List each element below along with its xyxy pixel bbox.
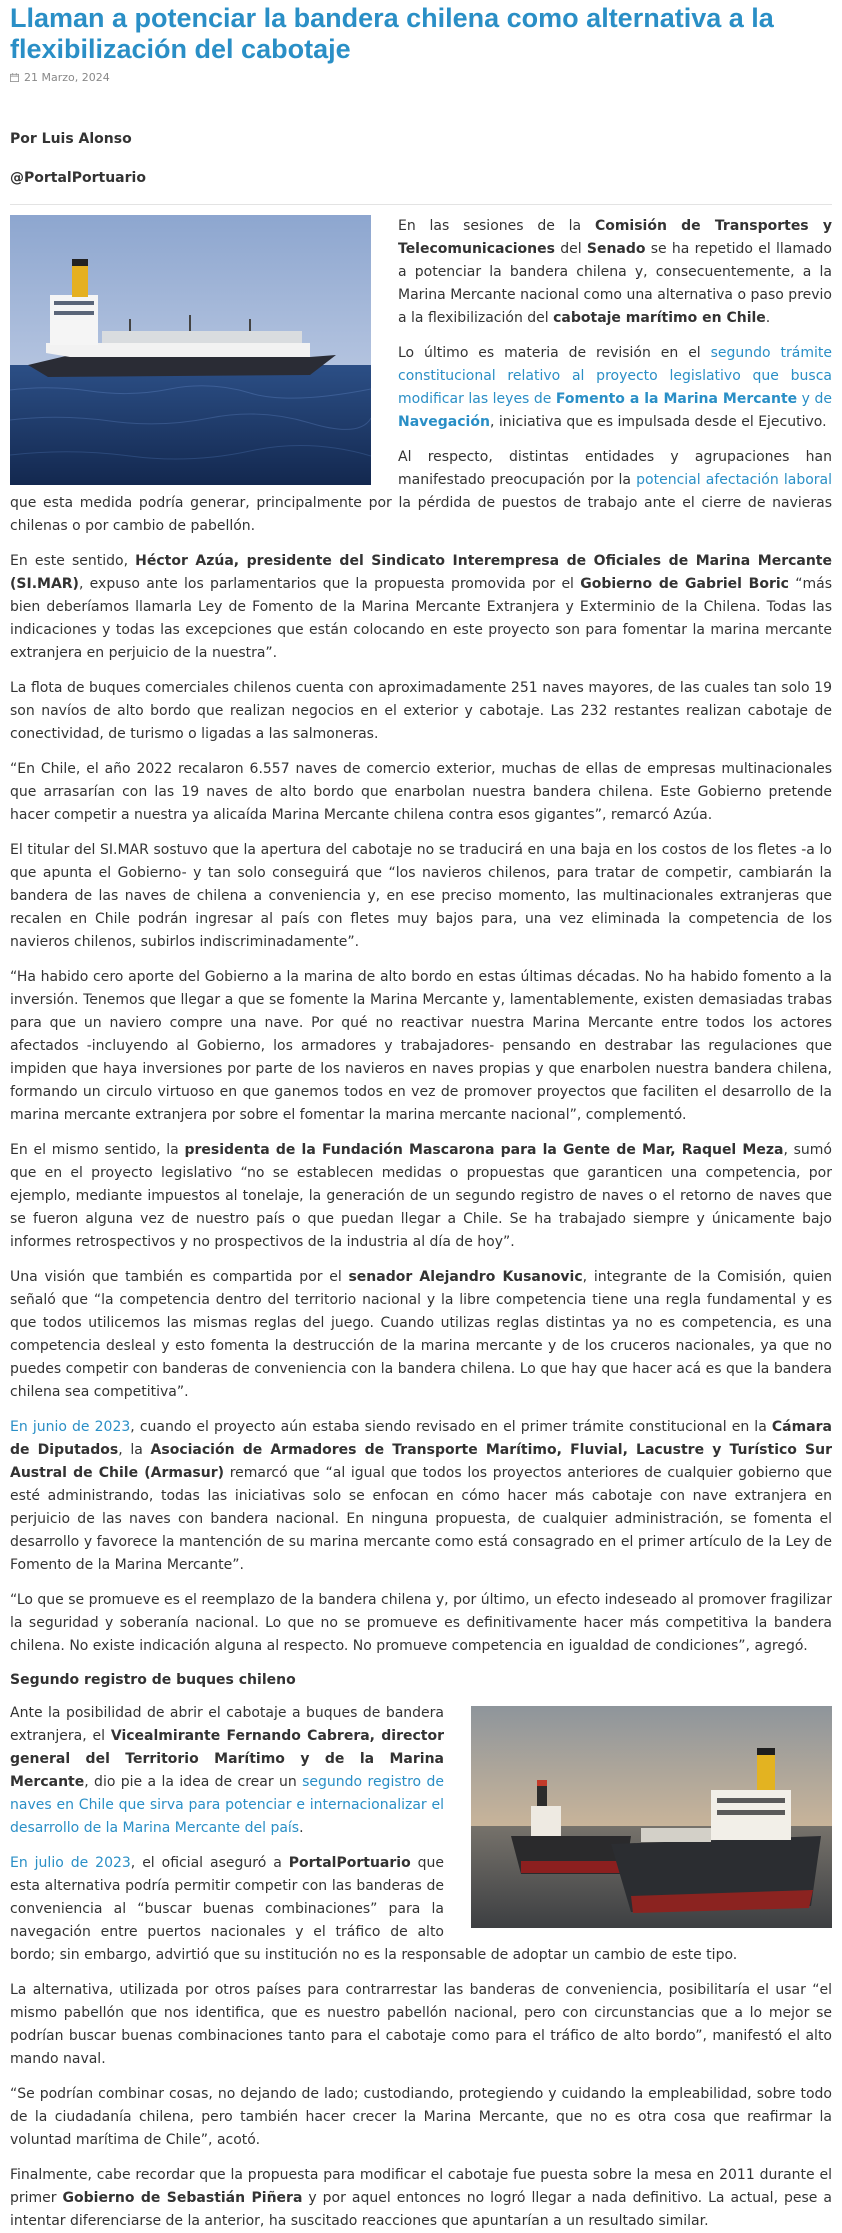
section-subtitle: Segundo registro de buques chileno — [10, 1672, 296, 1688]
paragraph-15: La alternativa, utilizada por otros países para contrarrestar las banderas de conveniencia, posibilitaría el usar “el mismo pabellón que nos identifica, que es nuestro pabellón nacional, pero con circunstancias que a lo mejor se podrían buscar buenas combinaciones tanto para el cabotaje como para el tráfico de alto bordo”, manifestó el alto mando naval. — [10, 1982, 832, 2067]
paragraph-13: Ante la posibilidad de abrir el cabotaje a buques de bandera extranjera, el Vicealmirante Fernando Cabrera, director general del Territorio Marítimo y de la Marina Mercante, dio pie a la idea de crear un segundo registro de naves en Chile que sirva para potenciar e internacionalizar el desarrollo de la Marina Mercante del país. — [10, 1705, 445, 1836]
calendar-icon — [10, 73, 19, 82]
link-julio-2023[interactable]: En julio de 2023 — [10, 1855, 131, 1871]
paragraph-17: Finalmente, cabe recordar que la propuesta para modificar el cabotaje fue puesta sobre la mesa en 2011 durante el primer Gobierno de Sebastián Piñera y por aquel entonces no logró llegar a nada definitivo. La actual, pese a intentar diferenciarse de la anterior, ha suscitado reacciones que apuntarían a un resultado similar. — [10, 2167, 832, 2229]
author: Por Luis Alonso — [10, 131, 132, 147]
link-afectacion-laboral[interactable]: potencial afectación laboral — [636, 472, 832, 488]
paragraph-3: Al respecto, distintas entidades y agrupaciones han manifestado preocupación por la potencial afectación laboral que esta medida podría generar, principalmente por la pérdida de puestos de trabajo ante el cierre de navieras chilenas o por cambio de pabellón. — [10, 449, 832, 534]
paragraph-9: En el mismo sentido, la presidenta de la Fundación Mascarona para la Gente de Mar, Raquel Meza, sumó que en el proyecto legislativo “no se establecen medidas o propuestas que garanticen una competencia, por ejemplo, mediante impuestos al tonelaje, la generación de un segundo registro de naves o el retorno de naves que se fueron alguna vez de nuestro país o que puedan llegar a Chile. Se ha trabajado siempre y únicamente bajo informes retrospectivos y no prospectivos de la industria al día de hoy”. — [10, 1142, 833, 1250]
paragraph-4: En este sentido, Héctor Azúa, presidente del Sindicato Interempresa de Oficiales de Marina Mercante (SI.MAR), expuso ante los parlamentarios que la propuesta promovida por el Gobierno de Gabriel Boric “más bien deberíamos llamarla Ley de Fomento de la Marina Mercante Extranjera y Exterminio de la Chilena. Todas las indicaciones y todas las excepciones que están colocando en este proyecto son para fomentar la marina mercante extranjera en perjuicio de la nuestra”. — [10, 553, 832, 661]
paragraph-2: Lo último es materia de revisión en el segundo trámite constitucional relativo al proyecto legislativo que busca modificar las leyes de Fomento a la Marina Mercante y de Navegación, iniciativa que es impulsada desde el Ejecutivo. — [398, 345, 832, 430]
paragraph-10: Una visión que también es compartida por el senador Alejandro Kusanovic, integrante de la Comisión, quien señaló que “la competencia dentro del territorio nacional y la libre competencia tiene una regla fundamental y es que todos utilicemos las mismas reglas del juego. Cuando utilizas reglas distintas ya no es competencia, es una competencia desleal y esto fomenta la destrucción de la marina mercante y de los cruceros nacionales, ya que no puedes competir con banderas de conveniencia con la bandera chilena. Lo que hay que hacer acá es que la bandera chilena sea competitiva”. — [10, 1269, 833, 1400]
tanker-ship-image — [10, 215, 371, 485]
paragraph-1: En las sesiones de la Comisión de Transportes y Telecomunicaciones del Senado se ha repetido el llamado a potenciar la bandera chilena y, consecuentemente, a la Marina Mercante nacional como una alternativa o paso previo a la flexibilización del cabotaje marítimo en Chile. — [398, 218, 832, 326]
article-title: Llaman a potenciar la bandera chilena como alternativa a la flexibilización del cabotaje — [10, 3, 774, 64]
author-handle: @PortalPortuario — [10, 167, 832, 205]
link-segundo-tramite[interactable]: segundo trámite constitucional relativo al proyecto legislativo que busca modificar las leyes de Fomento a la Marina Mercante y de Navegación — [398, 345, 832, 430]
paragraph-8: “Ha habido cero aporte del Gobierno a la marina de alto bordo en estas últimas décadas. No ha habido fomento a la inversión. Tenemos que llegar a que se fomente la Marina Mercante y, lamentablemente, existen demasiadas trabas para que un naviero compre una nave. Por qué no reactivar nuestra Marina Mercante entre todos los actores afectados -incluyendo al Gobierno, los armadores y trabajadores- pensando en destrabar las regulaciones que impiden que haya inversiones por parte de los navieros en naves propias y que enarbolen nuestra bandera chilena, formando un circulo virtuoso en que ganemos todos en vez de promover proyectos que faciliten el desarrollo de la marina mercante extranjera por sobre el fomentar la marina mercante nacional”, complementó. — [10, 969, 832, 1123]
paragraph-7: El titular del SI.MAR sostuvo que la apertura del cabotaje no se traducirá en una baja en los costos de los fletes -a lo que apunta el Gobierno- y tan solo conseguirá que “los navieros chilenos, para tratar de competir, cambiarán la bandera de las naves de chilena a conveniencia y, en ese preciso momento, las multinacionales extranjeras que recalen en Chile podrán ingresar al país con fletes muy bajos para, una vez eliminada la competencia de los navieros chilenos, subirlos indiscriminadamente”. — [10, 842, 832, 950]
link-segundo-registro[interactable]: segundo registro de naves en Chile que sirva para potenciar e internacionalizar el desarrollo de la Marina Mercante del país — [10, 1774, 444, 1836]
link-junio-2023[interactable]: En junio de 2023 — [10, 1419, 131, 1435]
date-text: 21 Marzo, 2024 — [24, 71, 110, 84]
ships-sunset-image — [471, 1706, 832, 1928]
paragraph-5: La flota de buques comerciales chilenos cuenta con aproximadamente 251 naves mayores, de las cuales tan solo 19 son navíos de alto bordo que realizan negocios en el exterior y cabotaje. Las 232 restantes realizan cabotaje de conectividad, de turismo o ligadas a las salmoneras. — [10, 680, 832, 742]
paragraph-14: En julio de 2023, el oficial aseguró a PortalPortuario que esta alternativa podría permitir competir con las banderas de conveniencia al “buscar buenas combinaciones” para la navegación entre puertos nacionales y el tráfico de alto bordo; sin embargo, advirtió que su institución no es la responsable de adoptar un cambio de este tipo. — [10, 1855, 738, 1963]
paragraph-12: “Lo que se promueve es el reemplazo de la bandera chilena y, por último, un efecto indeseado al promover fragilizar la seguridad y soberanía nacional. Lo que no se promueve es definitivamente hacer más competitiva la bandera chilena. No existe indicación alguna al respecto. No promueve competencia en igualdad de condiciones”, agregó. — [10, 1592, 832, 1654]
paragraph-16: “Se podrían combinar cosas, no dejando de lado; custodiando, protegiendo y cuidando la empleabilidad, sobre todo de la ciudadanía chilena, pero también hacer crecer la Marina Mercante, que no es otra cosa que reafirmar la voluntad marítima de Chile”, acotó. — [10, 2086, 832, 2148]
article-date — [10, 71, 832, 84]
article-body — [10, 215, 832, 2233]
paragraph-11: En junio de 2023, cuando el proyecto aún estaba siendo revisado en el primer trámite constitucional en la Cámara de Diputados, la Asociación de Armadores de Transporte Marítimo, Fluvial, Lacustre y Turístico Sur Austral de Chile (Armasur) remarcó que “al igual que todos los proyectos anteriores de cualquier gobierno que esté administrando, todas las iniciativas solo se enfocan en cómo hacer más cabotaje con nave extranjera en perjuicio de las naves con bandera nacional. En ninguna propuesta, de cualquier administración, se fomenta el desarrollo y favorece la mantención de su marina mercante como está consagrado en el primer artículo de la Ley de Fomento de la Marina Mercante”. — [10, 1419, 832, 1573]
paragraph-6: “En Chile, el año 2022 recalaron 6.557 naves de comercio exterior, muchas de ellas de empresas multinacionales que arrasarían con las 19 naves de alto bordo que enarbolan nuestra bandera chilena. Este Gobierno pretende hacer competir a nuestra ya alicaída Marina Mercante chilena contra esos gigantes”, remarcó Azúa. — [10, 761, 832, 823]
